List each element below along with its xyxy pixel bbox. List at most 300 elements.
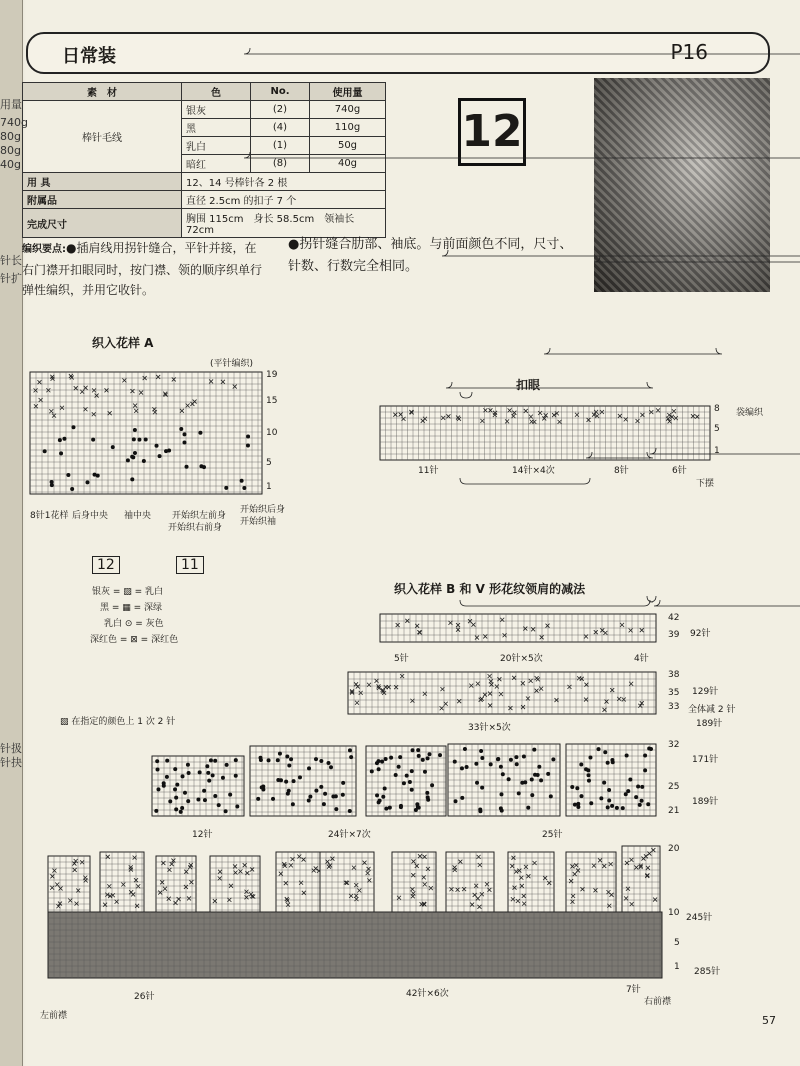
chart-a-dot — [183, 432, 187, 436]
row-number: 32 — [668, 740, 680, 750]
color-amount: 40g — [310, 155, 386, 173]
chart-b-r3-dot — [405, 774, 409, 778]
chart-b-r3-dot — [259, 756, 263, 760]
brace-line — [244, 48, 800, 54]
chart-b-r3-dot — [397, 765, 401, 769]
chart-b-r3-dot — [421, 758, 425, 762]
chart-b-r3-dot — [186, 799, 190, 803]
chart-b-r3-dot — [520, 781, 524, 785]
chart-b-r3-dot — [287, 789, 291, 793]
row-number: 5 — [714, 424, 720, 434]
chart-b-r3-dot — [165, 775, 169, 779]
chart-b-r3-dot — [202, 789, 206, 793]
row-number: 5 — [266, 458, 272, 468]
row-value: 直径 2.5cm 的扣子 7 个 — [182, 191, 386, 209]
stitch-count: 42针×6次 — [406, 989, 449, 999]
chart-b-r3-dot — [575, 786, 579, 790]
stitch-count: 33针×5次 — [468, 723, 511, 733]
chart-b-r3-dot — [322, 802, 326, 806]
chart-b-r3-dot — [474, 762, 478, 766]
stitch-total: 171针 — [692, 755, 719, 765]
chart-b-r3-dot — [261, 787, 265, 791]
chart-b-r3-dot — [349, 755, 353, 759]
chart-a-dot — [85, 480, 89, 484]
cut-text: 用量 — [0, 98, 22, 111]
chart-b-r3-dot — [579, 794, 583, 798]
brace-line — [460, 392, 472, 398]
chart-b-r3-dot — [610, 804, 614, 808]
chart-b-r3-dot — [224, 809, 228, 813]
stitch-count: 4针 — [634, 654, 649, 664]
chart-b-r3-dot — [636, 784, 640, 788]
chart-a-dot — [130, 455, 134, 459]
chart-b-r3-dot — [376, 759, 380, 763]
chart-b-r3-dot — [348, 809, 352, 813]
chart-b-r3-dot — [438, 753, 442, 757]
chart-a-dot — [246, 434, 250, 438]
chart-b-r3-dot — [179, 810, 183, 814]
chart-a-mark: 开始织后身 — [240, 505, 286, 515]
chart-a-dot — [144, 438, 148, 442]
chart-b-r3-dot — [536, 773, 540, 777]
chart-b-r3-dot — [402, 781, 406, 785]
chart-b-r3-dot — [156, 767, 160, 771]
chart-b-r3-dot — [425, 791, 429, 795]
chart-b-r3-dot — [187, 771, 191, 775]
legend-row: 黑 = ▦ = 深绿 — [100, 603, 163, 613]
legend-row: 乳白 ⊙ = 灰色 — [104, 619, 164, 629]
chart-b-r3-dot — [496, 757, 500, 761]
page-code: P16 — [670, 40, 708, 64]
header-material: 素 材 — [23, 83, 182, 101]
chart-b-r3-dot — [603, 750, 607, 754]
stitch-count: 7针 — [626, 985, 641, 995]
chart-b-r3-dot — [423, 770, 427, 774]
chart-b-r3-dot — [615, 806, 619, 810]
chart-b-r3-dot — [276, 758, 280, 762]
chart-b-r3-dot — [602, 781, 606, 785]
color-name: 暗红 — [182, 155, 251, 173]
chart-b-r3-dot — [398, 755, 402, 759]
row-number: 10 — [668, 908, 680, 918]
chart-b-r3-dot — [174, 796, 178, 800]
chart-b-r3-dot — [271, 797, 275, 801]
chart-b-r3-dot — [327, 761, 331, 765]
chart-b-r3-dot — [638, 803, 642, 807]
chart-b-r3-dot — [221, 776, 225, 780]
stitch-total: 92针 — [690, 629, 711, 639]
chart-a-mark: 开始织左前身 — [172, 511, 227, 521]
chart-b-r3-dot — [341, 793, 345, 797]
chart-b-r3-dot — [507, 777, 511, 781]
chart-b-r3-dot — [183, 791, 187, 795]
chart-b-r3-dot — [454, 799, 458, 803]
chart-a-grid — [30, 372, 262, 494]
chart-b-r3-dot — [551, 757, 555, 761]
chart-b-r3-dot — [589, 801, 593, 805]
chart-a-dot — [133, 451, 137, 455]
chart-b-r3-dot — [381, 795, 385, 799]
pattern-number: 12 — [458, 98, 526, 166]
stitch-count: 12针 — [192, 830, 213, 840]
legend-decrease-note: ▧ 在指定的颜色上 1 次 2 针 — [60, 717, 176, 727]
chart-b-r3-dot — [205, 764, 209, 768]
chart-b-r3-dot — [607, 788, 611, 792]
chart-b-r3-dot — [289, 757, 293, 761]
chart-b-r3-dot — [389, 756, 393, 760]
cut-text: 针长 — [0, 254, 22, 267]
chart-a-dot — [58, 438, 62, 442]
chart-b-r3-dot — [515, 762, 519, 766]
chart-b-r3-dot — [284, 780, 288, 784]
chart-b-r3-dot — [319, 759, 323, 763]
chart-b-r3-dot — [501, 772, 505, 776]
stitch-count: 24针×7次 — [328, 830, 371, 840]
chart-b-r3-dot — [213, 759, 217, 763]
brace-line — [594, 256, 800, 262]
cut-text: 80g — [0, 144, 21, 157]
chart-b-r3-dot — [235, 804, 239, 808]
chart-b-r3-dot — [323, 792, 327, 796]
chart-a-dot — [50, 483, 54, 487]
chart-b-r3-dot — [308, 795, 312, 799]
chart-b-r3-dot — [626, 789, 630, 793]
brace-line — [460, 600, 650, 606]
chart-b-r3-dot — [573, 803, 577, 807]
chart-b-r3-dot — [610, 758, 614, 762]
chart-b-r4-block — [622, 846, 660, 912]
stitch-total: 189针 — [696, 719, 723, 729]
chart-b-r3-dot — [314, 757, 318, 761]
stitch-count: 26针 — [134, 992, 155, 1002]
notes-label: 编织要点: — [22, 244, 66, 255]
chart-b-r3-dot — [415, 802, 419, 806]
chart-b-r3-dot — [399, 805, 403, 809]
brace-line — [244, 152, 800, 158]
chart-corner: 右前襟 — [644, 997, 672, 1007]
header-color: 色 — [182, 83, 251, 101]
chart-a-mark: 袖中央 — [124, 511, 152, 521]
chart-a-dot — [240, 479, 244, 483]
legend-tag-11: 11 — [176, 556, 204, 574]
row-label: 附属品 — [23, 191, 182, 209]
chart-b-r3-dot — [186, 763, 190, 767]
color-name: 银灰 — [182, 101, 251, 119]
chart-a-note: (平针编织) — [210, 359, 254, 369]
chart-b-r3-dot — [307, 766, 311, 770]
color-no: (1) — [251, 137, 310, 155]
chart-a-mark: 开始织袖 — [240, 517, 277, 527]
chart-b-r3-dot — [530, 793, 534, 797]
chart-b-r3-dot — [640, 799, 644, 803]
row-number: 21 — [668, 806, 680, 816]
chart-a-dot — [182, 441, 186, 445]
chart-b-r3-dot — [624, 792, 628, 796]
chart-a-dot — [179, 427, 183, 431]
chart-b-r3-dot — [463, 747, 467, 751]
chart-b-r3-dot — [174, 807, 178, 811]
chart-b-r3-dot — [377, 767, 381, 771]
chart-b-r3-dot — [155, 759, 159, 763]
row-label: 完成尺寸 — [23, 209, 182, 238]
chart-b-r3-dot — [206, 771, 210, 775]
chart-b-r3-dot — [375, 793, 379, 797]
chart-corner: 左前襟 — [40, 1011, 68, 1021]
chart-b-r3-dot — [588, 756, 592, 760]
stitch-count: 25针 — [542, 830, 563, 840]
chart-b-r3-dot — [426, 756, 430, 760]
chart-b-r3-dot — [234, 774, 238, 778]
chart-b-r3-dot — [196, 797, 200, 801]
chart-b-r3-dot — [480, 756, 484, 760]
chart-a-title: 织入花样 A — [92, 336, 154, 350]
yarn-name: 棒针毛线 — [23, 101, 182, 173]
chart-b-r3-dot — [175, 783, 179, 787]
chart-b-r3-dot — [380, 760, 384, 764]
color-no: (8) — [251, 155, 310, 173]
stitch-total: 285针 — [694, 967, 721, 977]
chart-b-r3-dot — [292, 779, 296, 783]
chart-b-r3-dot — [537, 765, 541, 769]
chart-b-r3-dot — [480, 786, 484, 790]
stitch-total: 全体减 2 针 — [688, 705, 736, 715]
brace-line — [654, 600, 800, 606]
color-no: (4) — [251, 119, 310, 137]
row-number: 42 — [668, 613, 680, 623]
chart-b-r3-dot — [341, 781, 345, 785]
chart-b-r3-dot — [154, 809, 158, 813]
chart-b-r3-dot — [514, 755, 518, 759]
legend-tag-12: 12 — [92, 556, 120, 574]
chart-b-r3-dot — [649, 747, 653, 751]
chart-b-r3-dot — [621, 806, 625, 810]
chart-b-r3-dot — [394, 773, 398, 777]
cut-text: 针扱 — [0, 742, 22, 755]
row-value: 胸围 115cm 身长 58.5cm 领袖长 72cm — [182, 209, 386, 238]
chart-b-r3-dot — [465, 765, 469, 769]
chart-b-r3-dot — [384, 757, 388, 761]
chart-a-dot — [137, 438, 141, 442]
cut-text: 40g — [0, 158, 21, 171]
cut-text: 740g — [0, 116, 28, 129]
chart-b-r4-block — [210, 856, 260, 912]
legend-row: 深红色 = ⊠ = 深红色 — [90, 635, 179, 645]
page-number: 57 — [762, 1014, 776, 1027]
chart-a-dot — [246, 443, 250, 447]
chart-b-r3-dot — [217, 803, 221, 807]
row-label: 用 具 — [23, 173, 182, 191]
notes-text: ●插肩线用拐针缝合，平针并接，在右门襟开扣眼同时，按门襟、领的顺序织单行弹性编织，并用它收针。 — [22, 241, 263, 297]
color-amount: 50g — [310, 137, 386, 155]
chart-b-r3-dot — [640, 785, 644, 789]
chart-b-r3-dot — [314, 789, 318, 793]
chart-b-r3-dot — [203, 798, 207, 802]
row-number: 1 — [714, 446, 720, 456]
chart-b-r3-dot — [475, 781, 479, 785]
chart-a-dot — [224, 486, 228, 490]
chart-a-dot — [155, 444, 159, 448]
chart-b-r3-dot — [408, 780, 412, 784]
chart-b-r3-dot — [410, 769, 414, 773]
row-number: 20 — [668, 844, 680, 854]
chart-a-dot — [142, 459, 146, 463]
chart-a-dot — [198, 431, 202, 435]
stitch-count: 20针×5次 — [500, 654, 543, 664]
brace-line — [460, 478, 590, 484]
chart-b-r3-dot — [522, 755, 526, 759]
row-number: 15 — [266, 396, 278, 406]
chart-b-r3-dot — [579, 763, 583, 767]
stitch-count: 6针 — [672, 466, 687, 476]
chart-a-dot — [93, 473, 97, 477]
buttonhole-corner: 下摆 — [696, 479, 715, 489]
chart-b-r3-dot — [383, 786, 387, 790]
chart-b-r3-dot — [539, 778, 543, 782]
chart-a-mark: 开始织右前身 — [168, 523, 223, 533]
chart-b-r3-dot — [628, 777, 632, 781]
chart-b-r3-dot — [165, 759, 169, 763]
row-number: 19 — [266, 370, 278, 380]
chart-b-title: 织入花样 B 和 V 形花纹领肩的减法 — [394, 582, 586, 596]
chart-a-dot — [91, 438, 95, 442]
chart-b-r3-dot — [625, 753, 629, 757]
chart-b-r3-dot — [532, 748, 536, 752]
stitch-count: 11针 — [418, 466, 439, 476]
legend-row: 银灰 = ▨ = 乳白 — [92, 587, 164, 597]
chart-b-r3-dot — [225, 763, 229, 767]
chart-b-r3-dot — [329, 765, 333, 769]
color-name: 乳白 — [182, 137, 251, 155]
brace-line — [647, 596, 656, 602]
brace-line — [442, 250, 800, 256]
stitch-total: 245针 — [686, 913, 713, 923]
chart-b-r3-dot — [607, 798, 611, 802]
chart-a-dot — [185, 465, 189, 469]
chart-b-r3-dot — [180, 806, 184, 810]
row-number: 5 — [674, 938, 680, 948]
chart-b-r3-dot — [291, 802, 295, 806]
row-number: 39 — [668, 630, 680, 640]
chart-b-r3-dot — [597, 747, 601, 751]
chart-b-r3-dot — [584, 767, 588, 771]
color-amount: 110g — [310, 119, 386, 137]
chart-b-r3-dot — [411, 748, 415, 752]
chart-b-r3-dot — [479, 749, 483, 753]
row-number: 8 — [714, 404, 720, 414]
chart-a-dot — [199, 464, 203, 468]
chart-b-r3-dot — [417, 806, 421, 810]
chart-b-r3-dot — [570, 785, 574, 789]
color-amount: 740g — [310, 101, 386, 119]
chart-b-r3-dot — [530, 778, 534, 782]
buttonhole-note: 袋编织 — [736, 408, 764, 418]
brace-line — [544, 348, 722, 354]
chart-b-r3-dot — [181, 774, 185, 778]
chart-b-r3-dot — [256, 797, 260, 801]
assembly-notes: ●拐针缝合肋部、袖底。与前面颜色不同，尺寸、针数、行数完全相同。 — [288, 237, 573, 274]
chart-b-r3-dot — [634, 795, 638, 799]
chart-b-r3-dot — [576, 805, 580, 809]
row-number: 10 — [266, 428, 278, 438]
chart-b-r3-dot — [285, 754, 289, 758]
row-number: 1 — [674, 962, 680, 972]
chart-b-r3-dot — [378, 799, 382, 803]
chart-b-r3-dot — [499, 792, 503, 796]
chart-b-r3-dot — [319, 785, 323, 789]
chart-b-r3-dot — [334, 794, 338, 798]
chart-b-r3-dot — [478, 809, 482, 813]
chart-b-r3-dot — [388, 806, 392, 810]
chart-b-r3-dot — [417, 754, 421, 758]
chart-a-dot — [43, 449, 47, 453]
cut-text: 针抉 — [0, 756, 22, 769]
chart-b-r3-dot — [606, 805, 610, 809]
chart-b-r3-dot — [410, 788, 414, 792]
stitch-count: 14针×4次 — [512, 466, 555, 476]
chart-b-r3-dot — [587, 773, 591, 777]
brace-line — [446, 382, 653, 388]
chart-b-r4-block — [48, 856, 90, 912]
chart-b-r3-dot — [173, 787, 177, 791]
chart-b-r3-dot — [168, 799, 172, 803]
chart-b-r3-dot — [156, 787, 160, 791]
chart-a-dot — [242, 486, 246, 490]
chart-b-r3-dot — [209, 758, 213, 762]
chart-b-r3-dot — [173, 767, 177, 771]
chart-a-dot — [167, 449, 171, 453]
chart-b-r3-dot — [198, 770, 202, 774]
chart-a-dot — [133, 428, 137, 432]
row-number: 25 — [668, 782, 680, 792]
row-number: 35 — [668, 688, 680, 698]
chart-b-r3-dot — [298, 775, 302, 779]
cut-text: 80g — [0, 130, 21, 143]
chart-b-r3-dot — [234, 758, 238, 762]
cut-text: 针扩 — [0, 272, 22, 285]
chart-b-r3-dot — [287, 764, 291, 768]
chart-b-r3-dot — [426, 795, 430, 799]
chart-a-dot — [71, 425, 75, 429]
row-number: 38 — [668, 670, 680, 680]
chart-b-r3-dot — [517, 791, 521, 795]
chart-b-r3-dot — [370, 769, 374, 773]
chart-b-r3-dot — [228, 793, 232, 797]
chart-a-mark: 后身中央 — [72, 511, 109, 521]
row-value: 12、14 号棒针各 2 根 — [182, 173, 386, 191]
chart-b-r3-dot — [643, 754, 647, 758]
chart-b-r3-dot — [348, 748, 352, 752]
chart-a-dot — [59, 451, 63, 455]
chart-a-dot — [70, 487, 74, 491]
chart-b-r3-dot — [646, 802, 650, 806]
chart-b-r3-dot — [599, 796, 603, 800]
chart-b-r3-dot — [489, 762, 493, 766]
chart-b-r3-dot — [460, 796, 464, 800]
chart-b-r3-dot — [427, 752, 431, 756]
chart-b-r3-dot — [162, 784, 166, 788]
chart-a-mark: 8针1花样 — [30, 511, 69, 521]
chart-a-dot — [130, 477, 134, 481]
header-no: No. — [251, 83, 310, 101]
chart-b-r3-dot — [587, 779, 591, 783]
chart-b-r3-dot — [334, 807, 338, 811]
chart-a-dot — [66, 473, 70, 477]
chart-b-r3-dot — [526, 806, 530, 810]
chart-a-dot — [111, 445, 115, 449]
chart-b-r3-dot — [213, 794, 217, 798]
stitch-count: 8针 — [614, 466, 629, 476]
chart-b-r3-dot — [307, 799, 311, 803]
